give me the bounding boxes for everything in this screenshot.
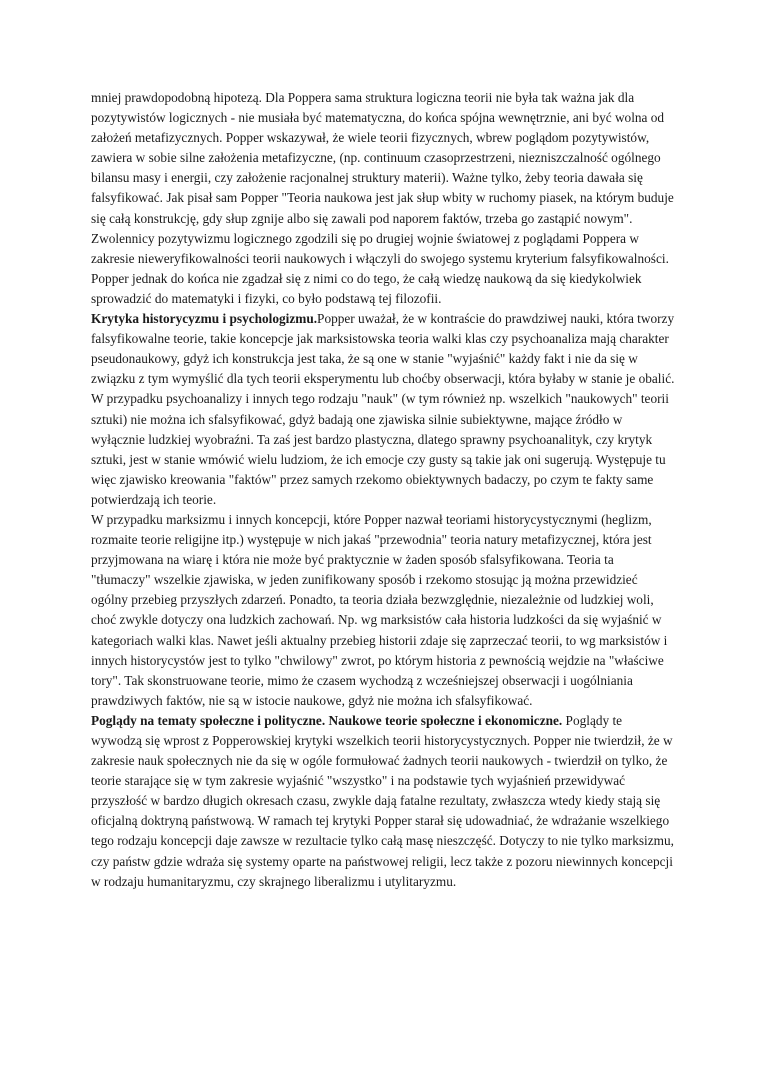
paragraph-6-text: Poglądy te wywodzą się wprost z Popperowskiej krytyki wszelkich teorii historycystycznych. Popper nie twierdził, że w zakresie nauk społecznych nie da się w ogóle formułować żadnych teorii naukowych - twierdził on tylko, że teorie starające się w tym zakresie wyjaśnić "wszystko" i na podstawie tych wyjaśnień przewidywać przyszłość w bardzo długich okresach czasu, zwykle dają fatalne rezultaty, zwłaszcza wtedy kiedy stają się oficjalną doktryną państwową. W ramach tej krytyki Popper starał się udowadniać, że wdrażanie wszelkiego tego rodzaju koncepcji daje zawsze w rezultacie tylko całą masę nieszczęść. Dotyczy to nie tylko marksizmu, czy państw gdzie wdraża się systemy oparte na państwowej religii, lecz także z pozoru niewinnych koncepcji w rodzaju humanitaryzmu, czy skrajnego liberalizmu i utylitaryzmu. [91,712,674,889]
paragraph-5 [91,510,675,711]
paragraph-5-text: W przypadku marksizmu i innych koncepcji, które Popper nazwał teoriami historycystycznymi (heglizm, rozmaite teorie religijne itp.) występuje w nich jakaś "przewodnia" teoria natury metafizycznej, która jest przyjmowana na wiarę i która nie może być praktycznie w żaden sposób sfalsyfikowana. Teoria ta "tłumaczy" wszelkie zjawiska, w jeden zunifikowany sposób i rzekomo stosując ją można przewidzieć ogólny przebieg przyszłych zdarzeń. Ponadto, ta teoria działa bezwzględnie, niezależnie od ludzkiej woli, choć zwykle dotyczy ona ludzkich zachowań. Np. wg marksistów cała historia ludzkości da się wyjaśnić w kategoriach walki klas. Nawet jeśli aktualny przebieg historii zdaje się zaprzeczać teorii, to wg marksistów i innych historycystów jest to tylko "chwilowy" zwrot, po którym historia z pewnością wejdzie na "właściwe tory". Tak skonstruowane teorie, mimo że czasem wychodzą z wcześniejszej obserwacji i uogólniania prawdziwych faktów, nie są w istocie naukowe, gdyż nie można ich sfalsyfikować. [91,511,668,708]
paragraph-1 [91,88,675,229]
paragraph-3-text: Popper uważał, że w kontraście do prawdziwej nauki, która tworzy falsyfikowalne teorie, takie koncepcje jak marksistowska teoria walki klas czy psychoanaliza mają charakter pseudonaukowy, gdyż ich konstrukcja jest taka, że są one w stanie "wyjaśnić" każdy fakt i nie da się w związku z tym wymyślić dla tych teorii eksperymentu lub choćby obserwacji, która byłaby w stanie je obalić. [91,311,675,387]
paragraph-3 [91,309,675,389]
section-heading-social-views: Poglądy na tematy społeczne i polityczne. Naukowe teorie społeczne i ekonomiczne. [91,712,563,728]
paragraph-2 [91,229,675,309]
section-heading-historicism: Krytyka historycyzmu i psychologizmu. [91,311,318,327]
paragraph-1-text: mniej prawdopodobną hipotezą. Dla Poppera sama struktura logiczna teorii nie była tak ważna jak dla pozytywistów logicznych - nie musiała być matematyczna, do końca spójna wewnętrznie, ani być wolna od założeń metafizycznych. Popper wskazywał, że wiele teorii fizycznych, wbrew poglądom pozytywistów, zawiera w sobie silne założenia metafizyczne, (np. continuum czasoprzestrzeni, niezniszczalność ogólnego bilansu masy i energii, czy założenie racjonalnej struktury materii). Ważne tylko, żeby teoria dawała się falsyfikować. Jak pisał sam Popper "Teoria naukowa jest jak słup wbity w ruchomy piasek, na którym buduje się całą konstrukcję, gdy słup zgnije albo się zawali pod naporem faktów, trzeba go zastąpić nowym". [91,90,674,226]
paragraph-6 [91,711,675,892]
paragraph-4-text: W przypadku psychoanalizy i innych tego rodzaju "nauk" (w tym również np. wszelkich "naukowych" teorii sztuki) nie można ich sfalsyfikować, gdyż badają one zjawiska silnie subiektywne, mające źródło w wyłącznie ludzkiej wyobraźni. Ta zaś jest bardzo plastyczna, dlatego sprawny psychoanalityk, czy krytyk sztuki, jest w stanie wmówić wielu ludziom, że ich emocje czy gusty są takie jak oni sugerują. Występuje tu więc zjawisko kreowania "faktów" przez samych rzekomo obiektywnych badaczy, po czym te fakty same potwierdzają ich teorie. [91,391,669,507]
document-body [91,88,675,892]
paragraph-4 [91,389,675,510]
paragraph-2-text: Zwolennicy pozytywizmu logicznego zgodzili się po drugiej wojnie światowej z poglądami Poppera w zakresie nieweryfikowalności teorii naukowych i włączyli do swojego systemu kryterium falsyfikowalności. Popper jednak do końca nie zgadzał się z nimi co do tego, że całą wiedzę naukową da się kiedykolwiek sprowadzić do matematyki i fizyki, co było podstawą tej filozofii. [91,230,669,306]
